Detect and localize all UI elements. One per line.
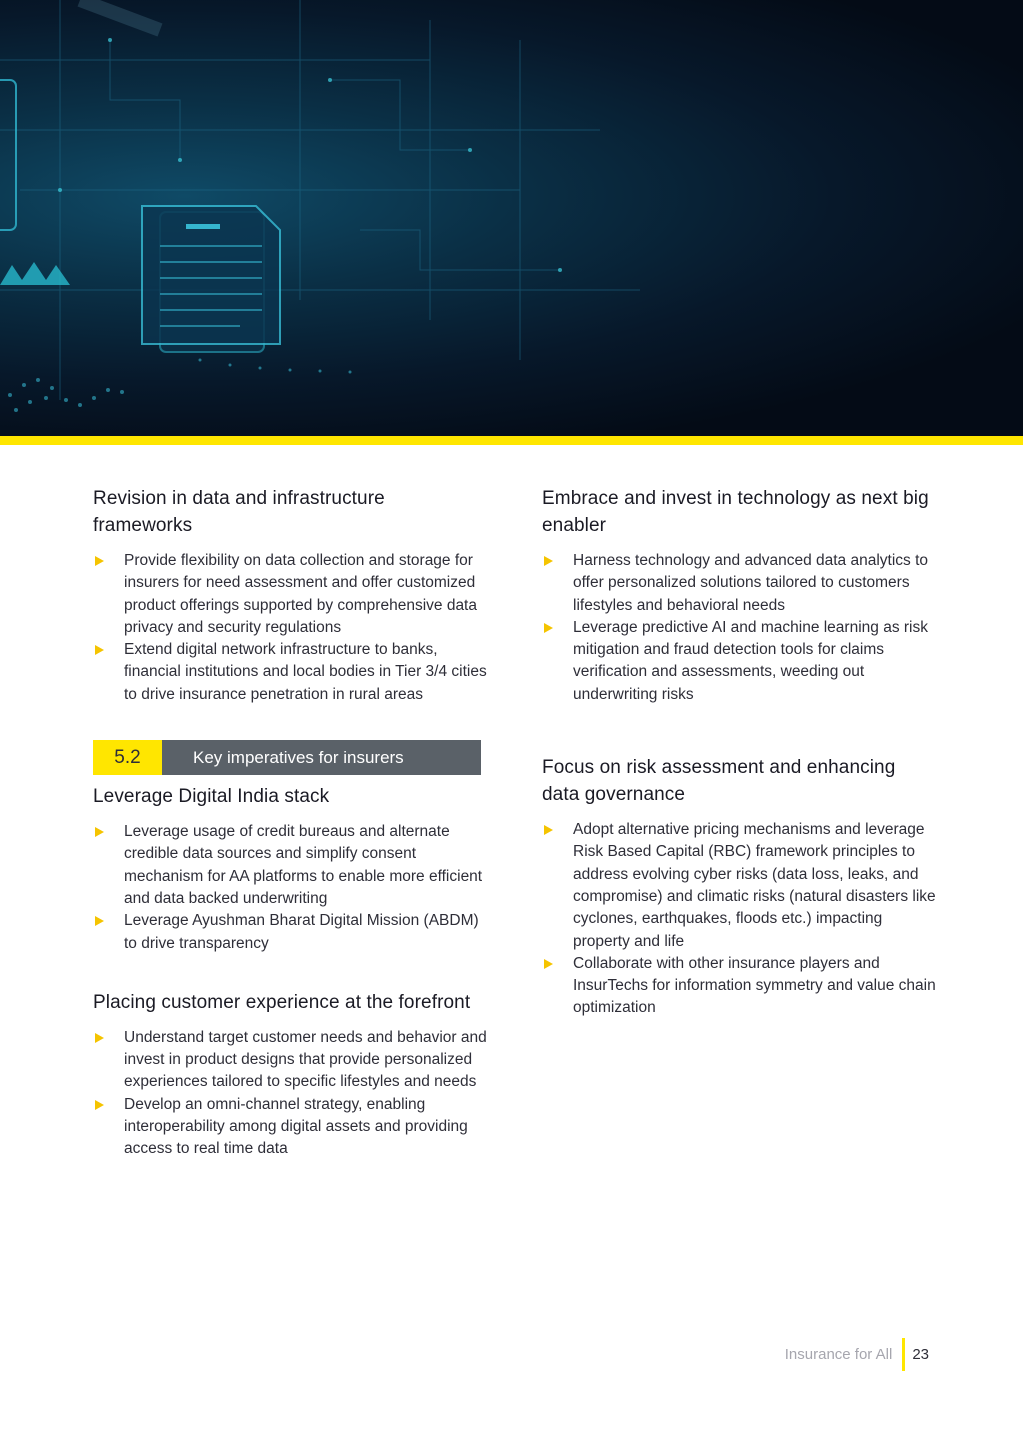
list-item: Develop an omni-channel strategy, enabling interoperability among digital assets and providing access to real time data	[93, 1094, 488, 1161]
page-number: 23	[912, 1346, 929, 1363]
circuit-illustration	[0, 0, 1023, 436]
report-title: Insurance for All	[784, 1346, 893, 1363]
list-item: Leverage Ayushman Bharat Digital Mission (ABDM) to drive transparency	[93, 910, 488, 955]
bullet-list	[93, 550, 488, 706]
list-item: Understand target customer needs and behavior and invest in product designs that provide personalized experiences tailored to specific lifestyles and needs	[93, 1027, 488, 1094]
hero-image	[0, 0, 1023, 436]
bullet-arrow-icon	[95, 827, 104, 837]
accent-bar	[0, 436, 1023, 445]
list-item: Harness technology and advanced data analytics to offer personalized solutions tailored to customers lifestyles and behavioral needs	[542, 550, 937, 617]
section-title: Placing customer experience at the forefront	[93, 991, 471, 1013]
bullet-list	[93, 1027, 488, 1161]
bullet-arrow-icon	[95, 1033, 104, 1043]
bullet-arrow-icon	[95, 1100, 104, 1110]
bullet-list	[542, 550, 937, 706]
footer-divider	[902, 1338, 905, 1371]
section-title: Focus on risk assessment and enhancing data governance	[542, 757, 896, 806]
right-column	[542, 485, 937, 1054]
section-number: 5.2	[93, 740, 162, 775]
section-header-label: Key imperatives for insurers	[162, 740, 481, 775]
section-title: Revision in data and infrastructure frameworks	[93, 488, 385, 536]
list-item: Provide flexibility on data collection and storage for insurers for need assessment and offer customized product offerings supported by comprehensive data privacy and security regulations	[93, 550, 488, 639]
list-item: Extend digital network infrastructure to banks, financial institutions and local bodies in Tier 3/4 cities to drive insurance penetration in rural areas	[93, 639, 488, 706]
section-data-infrastructure	[93, 485, 488, 706]
list-item: Collaborate with other insurance players and InsurTechs for information symmetry and value chain optimization	[542, 953, 937, 1020]
bullet-arrow-icon	[95, 645, 104, 655]
section-header-band	[93, 740, 481, 775]
section-technology	[542, 485, 937, 706]
list-item: Leverage usage of credit bureaus and alternate credible data sources and simplify consent mechanism for AA platforms to enable more efficient and data backed underwriting	[93, 821, 488, 910]
section-title: Leverage Digital India stack	[93, 786, 330, 808]
section-risk-assessment	[542, 754, 937, 1020]
bullet-list	[93, 821, 488, 955]
section-customer-experience	[93, 989, 488, 1161]
bullet-arrow-icon	[544, 556, 553, 566]
section-title: Embrace and invest in technology as next big enabler	[542, 488, 929, 536]
bullet-arrow-icon	[95, 916, 104, 926]
document-icon	[142, 206, 280, 352]
bullet-arrow-icon	[544, 959, 553, 969]
bullet-arrow-icon	[95, 556, 104, 566]
list-item: Adopt alternative pricing mechanisms and leverage Risk Based Capital (RBC) framework principles to address evolving cyber risks (data loss, leaks, and compromise) and climatic risks (natural disasters like cyclones, earthquakes, floods etc.) impacting property and life	[542, 819, 937, 953]
bullet-list	[542, 819, 937, 1020]
section-digital-india	[93, 783, 488, 955]
bullet-arrow-icon	[544, 825, 553, 835]
page-footer	[785, 1338, 929, 1371]
bullet-arrow-icon	[544, 623, 553, 633]
list-item: Leverage predictive AI and machine learning as risk mitigation and fraud detection tools for claims verification and assessments, weeding out underwriting risks	[542, 617, 937, 706]
left-column	[93, 485, 488, 1195]
